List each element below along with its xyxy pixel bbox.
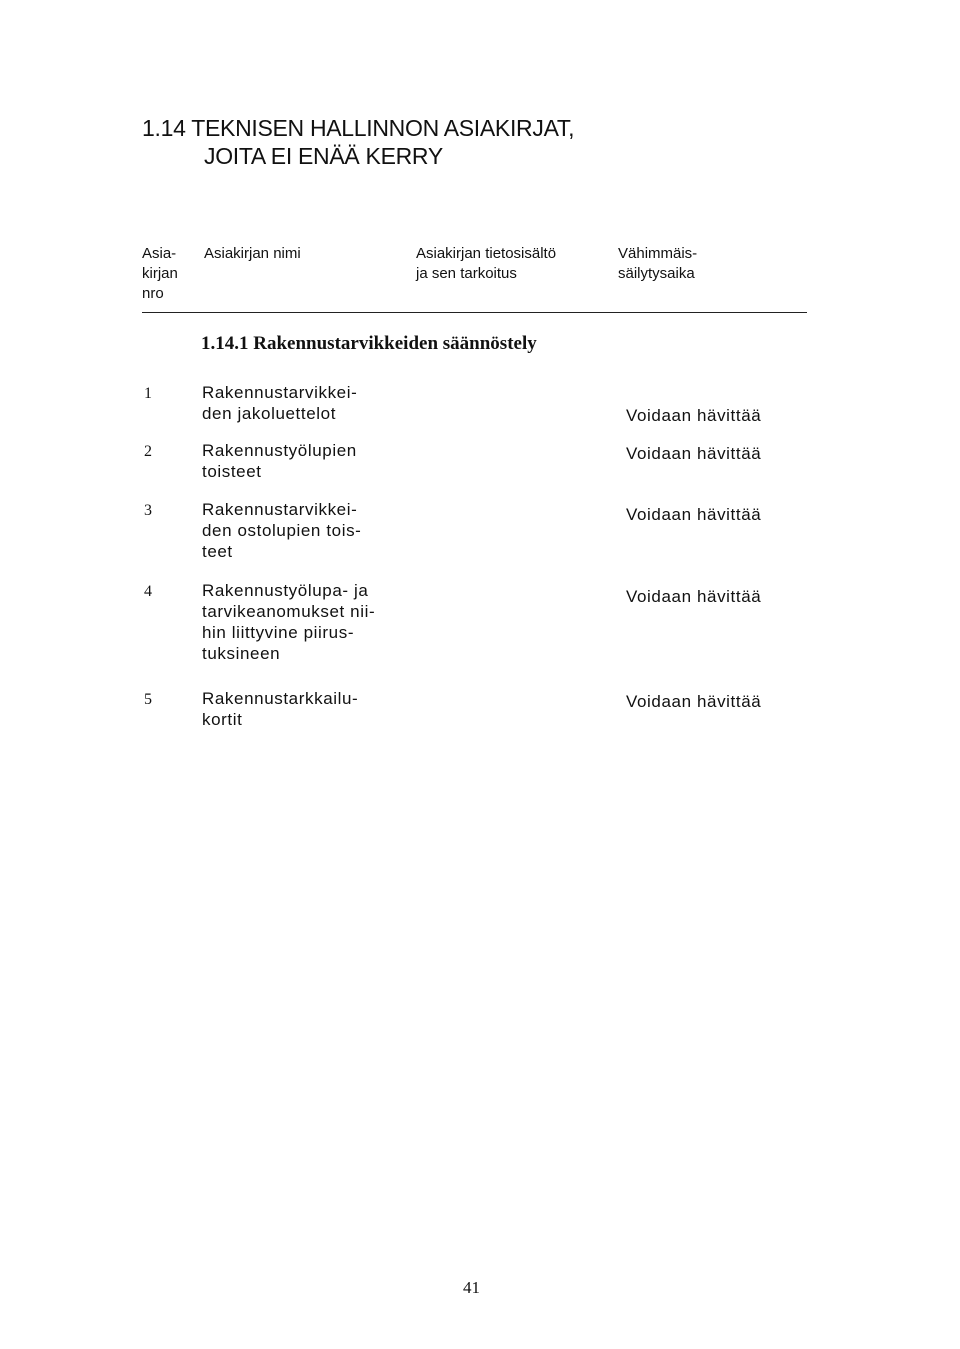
row-number: 2	[144, 443, 152, 460]
row-number: 4	[144, 583, 152, 600]
row-retention: Voidaan hävittää	[626, 444, 762, 463]
row-number: 1	[144, 385, 152, 402]
column-header-number: Asia- kirjan nro	[142, 245, 178, 302]
page-number: 41	[463, 1278, 480, 1297]
row-document-name: Rakennustarvikkei- den jakoluettelot	[202, 383, 358, 423]
row-document-name: Rakennustarvikkei- den ostolupien tois- teet	[202, 500, 362, 561]
row-retention: Voidaan hävittää	[626, 587, 762, 606]
section-heading: 1.14.1 Rakennustarvikkeiden säännöstely	[201, 333, 537, 354]
header-divider	[142, 312, 807, 313]
column-header-content: Asiakirjan tietosisältö ja sen tarkoitus	[416, 245, 557, 282]
row-retention: Voidaan hävittää	[626, 692, 762, 711]
row-document-name: Rakennustyölupa- ja tarvikeanomukset nii- hin liittyvine piirus- tuksineen	[202, 581, 376, 663]
title-line-2: JOITA EI ENÄÄ KERRY	[204, 143, 443, 169]
row-document-name: Rakennustyölupien toisteet	[202, 441, 357, 481]
row-retention: Voidaan hävittää	[626, 505, 762, 524]
row-document-name: Rakennustarkkailu- kortit	[202, 689, 359, 729]
page-title	[142, 114, 842, 170]
row-number: 3	[144, 502, 152, 519]
column-header-retention: Vähimmäis- säilytysaika	[618, 245, 698, 282]
row-number: 5	[144, 691, 152, 708]
title-line-1: 1.14 TEKNISEN HALLINNON ASIAKIRJAT,	[142, 115, 575, 141]
row-retention: Voidaan hävittää	[626, 406, 762, 425]
column-header-name: Asiakirjan nimi	[204, 245, 301, 262]
